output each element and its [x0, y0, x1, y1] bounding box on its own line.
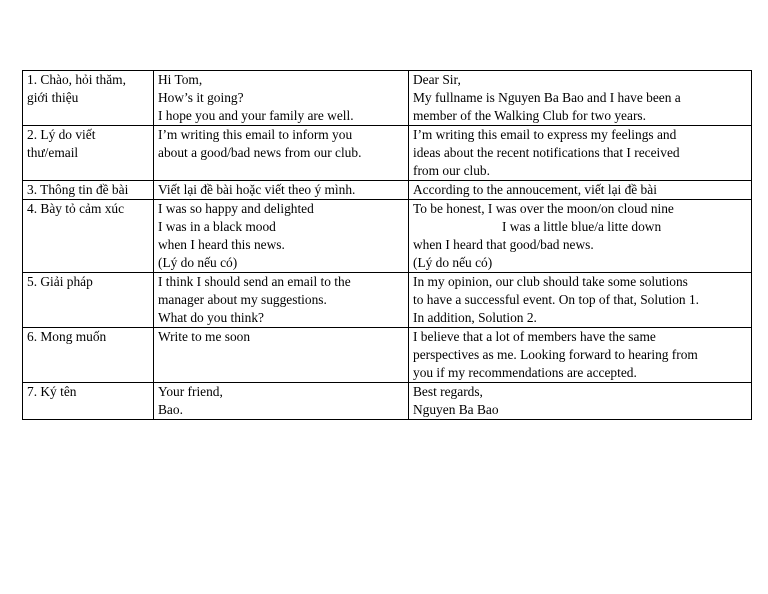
cell-text: 3. Thông tin đề bài: [27, 182, 129, 197]
cell-text: Nguyen Ba Bao: [413, 402, 499, 417]
formal-cell: [409, 71, 752, 126]
cell-text: to have a successful event. On top of that, Solution 1.: [413, 292, 699, 307]
cell-text: In addition, Solution 2.: [413, 310, 537, 325]
cell-text: Write to me soon: [158, 329, 251, 344]
informal-cell: [154, 383, 409, 420]
informal-cell: [154, 71, 409, 126]
cell-text: ideas about the recent notifications that I received: [413, 145, 680, 160]
table-row: [23, 126, 752, 181]
table-row: [23, 200, 752, 273]
cell-text: 4. Bày tỏ cảm xúc: [27, 201, 125, 216]
cell-text: member of the Walking Club for two years.: [413, 108, 646, 123]
cell-text: you if my recommendations are accepted.: [413, 365, 637, 380]
table-row: [23, 71, 752, 126]
cell-text: I’m writing this email to express my feelings and: [413, 127, 677, 142]
cell-text: In my opinion, our club should take some solutions: [413, 274, 688, 289]
cell-text: How’s it going?: [158, 90, 244, 105]
cell-text: I was so happy and delighted: [158, 201, 314, 216]
cell-text: about a good/bad news from our club.: [158, 145, 362, 160]
formal-cell: [409, 181, 752, 200]
table-row: [23, 273, 752, 328]
cell-text: perspectives as me. Looking forward to hearing from: [413, 347, 698, 362]
email-structure-table: [22, 70, 752, 420]
cell-text: What do you think?: [158, 310, 264, 325]
cell-text: I think I should send an email to the: [158, 274, 351, 289]
cell-text: I hope you and your family are well.: [158, 108, 354, 123]
cell-text: giới thiệu: [27, 90, 79, 105]
cell-text: Bao.: [158, 402, 183, 417]
cell-text: Viết lại đề bài hoặc viết theo ý mình.: [158, 182, 356, 197]
cell-text: 1. Chào, hỏi thăm,: [27, 72, 126, 87]
cell-text: (Lý do nếu có): [413, 255, 493, 270]
cell-text: My fullname is Nguyen Ba Bao and I have been a: [413, 90, 681, 105]
formal-cell: [409, 126, 752, 181]
section-cell: [23, 181, 154, 200]
cell-text: when I heard this news.: [158, 237, 285, 252]
cell-text: Hi Tom,: [158, 72, 203, 87]
informal-cell: [154, 273, 409, 328]
cell-text: Best regards,: [413, 384, 483, 399]
cell-text: manager about my suggestions.: [158, 292, 327, 307]
table-row: [23, 383, 752, 420]
cell-text: I believe that a lot of members have the same: [413, 329, 656, 344]
table-row: [23, 181, 752, 200]
cell-text: I was in a black mood: [158, 219, 276, 234]
formal-cell: [409, 328, 752, 383]
cell-text: when I heard that good/bad news.: [413, 237, 594, 252]
cell-text: 6. Mong muốn: [27, 329, 107, 344]
formal-cell: [409, 200, 752, 273]
cell-text: 7. Ký tên: [27, 384, 77, 399]
cell-text: To be honest, I was over the moon/on cloud nine: [413, 201, 674, 216]
cell-text: (Lý do nếu có): [158, 255, 238, 270]
cell-text: I’m writing this email to inform you: [158, 127, 353, 142]
cell-text: Your friend,: [158, 384, 223, 399]
cell-text: 5. Giải pháp: [27, 274, 93, 289]
informal-cell: [154, 181, 409, 200]
informal-cell: [154, 200, 409, 273]
cell-text: from our club.: [413, 163, 490, 178]
table-row: [23, 328, 752, 383]
informal-cell: [154, 328, 409, 383]
cell-text: thư/email: [27, 145, 79, 160]
section-cell: [23, 126, 154, 181]
informal-cell: [154, 126, 409, 181]
section-cell: [23, 328, 154, 383]
cell-text: Dear Sir,: [413, 72, 461, 87]
cell-text: 2. Lý do viết: [27, 127, 96, 142]
section-cell: [23, 273, 154, 328]
formal-cell: [409, 273, 752, 328]
section-cell: [23, 383, 154, 420]
cell-text: I was a little blue/a litte down: [502, 219, 662, 234]
section-cell: [23, 200, 154, 273]
formal-cell: [409, 383, 752, 420]
cell-text: According to the annoucement, viết lại đề bài: [413, 182, 657, 197]
section-cell: [23, 71, 154, 126]
